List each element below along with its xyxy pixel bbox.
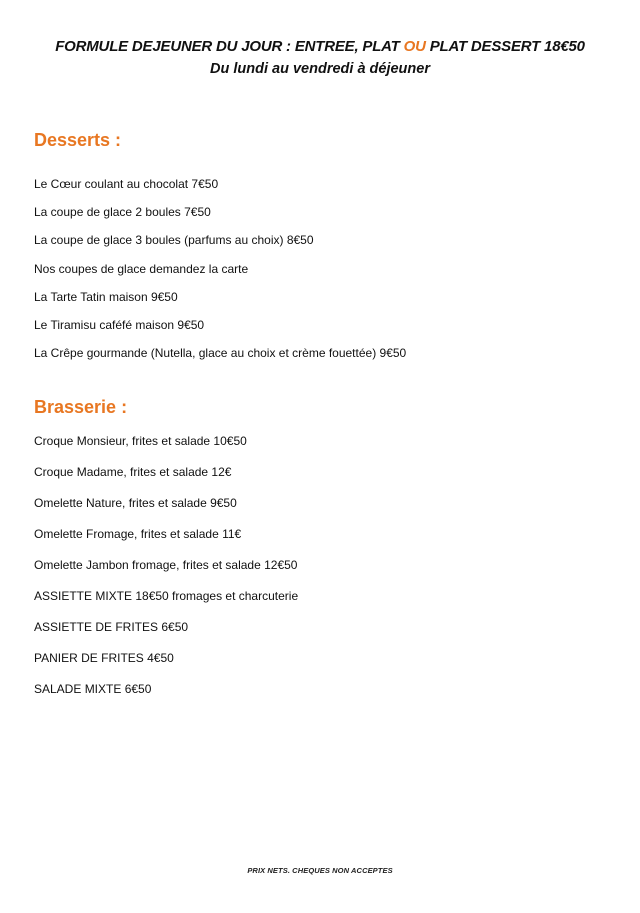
desserts-title: Desserts : bbox=[34, 130, 122, 150]
brasserie-item: Omelette Fromage, frites et salade 11€ bbox=[34, 527, 242, 541]
brasserie-item: Omelette Nature, frites et salade 9€50 bbox=[34, 496, 237, 510]
brasserie-item: Omelette Jambon fromage, frites et salade 12€50 bbox=[34, 558, 298, 572]
dessert-item: La Tarte Tatin maison 9€50 bbox=[34, 289, 178, 304]
dessert-item: La Crêpe gourmande (Nutella, glace au choix et crème fouettée) 9€50 bbox=[34, 346, 407, 361]
brasserie-item: Croque Madame, frites et salade 12€ bbox=[34, 465, 232, 479]
brasserie-section bbox=[34, 396, 614, 712]
formula-title-part2: PLAT DESSERT 18€50 bbox=[425, 38, 585, 55]
menu-header bbox=[0, 37, 640, 79]
desserts-section bbox=[34, 129, 614, 373]
brasserie-item: ASSIETTE MIXTE 18€50 fromages et charcuterie bbox=[34, 589, 299, 603]
brasserie-item: PANIER DE FRITES 4€50 bbox=[34, 651, 174, 665]
brasserie-item: ASSIETTE DE FRITES 6€50 bbox=[34, 620, 189, 634]
dessert-item: La coupe de glace 2 boules 7€50 bbox=[34, 205, 211, 220]
footer-note: PRIX NETS. CHEQUES NON ACCEPTES bbox=[247, 866, 393, 875]
desserts-list bbox=[34, 176, 614, 373]
formula-title bbox=[0, 37, 640, 57]
dessert-item: Le Tiramisu caféfé maison 9€50 bbox=[34, 317, 205, 332]
dessert-item: Le Cœur coulant au chocolat 7€50 bbox=[34, 177, 219, 191]
brasserie-list bbox=[34, 433, 614, 712]
dessert-item: La coupe de glace 3 boules (parfums au choix) 8€50 bbox=[34, 233, 314, 248]
brasserie-title: Brasserie : bbox=[34, 397, 128, 417]
formula-title-part1: FORMULE DEJEUNER DU JOUR : ENTREE, PLAT bbox=[55, 38, 404, 55]
dessert-item: Nos coupes de glace demandez la carte bbox=[34, 261, 249, 276]
formula-title-accent: OU bbox=[403, 38, 426, 55]
brasserie-item: Croque Monsieur, frites et salade 10€50 bbox=[34, 434, 247, 448]
formula-subtitle: Du lundi au vendredi à déjeuner bbox=[210, 61, 430, 77]
brasserie-item: SALADE MIXTE 6€50 bbox=[34, 682, 152, 696]
